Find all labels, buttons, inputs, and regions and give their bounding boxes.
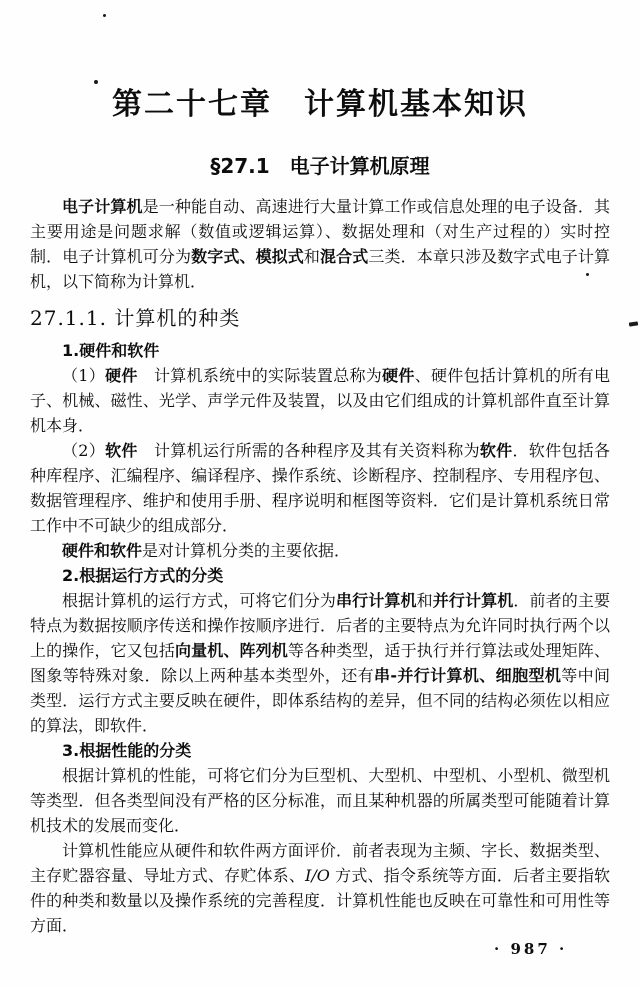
text-run: 2.根据运行方式的分类	[62, 566, 224, 585]
text-run: 混合式	[320, 247, 369, 266]
scan-speck	[103, 14, 106, 17]
numbered-subheading	[30, 738, 610, 763]
text-run: 计算机系统中的实际装置总称为	[137, 366, 383, 385]
scan-speck	[94, 80, 98, 84]
section-title: §27.1 电子计算机原理	[210, 154, 430, 178]
text-run: 软件	[479, 441, 513, 460]
text-run: 电子计算机	[62, 197, 143, 216]
text-run: 三类．本章只涉及数字式电子计算机，以下简称为计算机．	[30, 247, 610, 291]
text-run: 27.1.1. 计算机的种类	[30, 306, 241, 330]
text-run: 串行计算机	[336, 591, 417, 610]
text-run: ．软件包括各种库程序、汇编程序、编译程序、操作系统、诊断程序、控制程序、专用程序包、数据管理程序、维护和使用手册、程序说明和框图等资料．它们是计算机系统日常工作中不可缺少的组成部分．	[30, 441, 610, 535]
text-run: 等各种类型，适于执行并行算法或处理矩阵、图象等特殊对象．除以上两种基本类型外，还有	[30, 641, 610, 685]
body-paragraph	[30, 838, 610, 938]
page-number: · 987 ·	[494, 940, 568, 958]
numbered-subheading	[30, 563, 610, 588]
text-run: 数字式、模拟式	[191, 247, 304, 266]
text-run: 硬件	[105, 366, 138, 385]
subsection-heading	[30, 303, 610, 333]
text-run: 方式、指令系统等方面．后者主要指软件的种类和数量以及操作系统的完善程度．计算机性能也反映在可靠性和可用性等方面．	[30, 866, 610, 935]
text-run: 软件	[105, 441, 138, 460]
text-run: 1.硬件和软件	[62, 341, 160, 360]
text-run: 是一种能自动、高速进行大量计算工作或信息处理的电子设备．其主要用途是问题求解（数值或逻辑运算）、数据处理和（对生产过程的）实时控制．电子计算机可分为	[30, 197, 610, 266]
text-run: 计算机性能应从硬件和软件两方面评价．前者表现为主频、字长、数据类型、主存贮器容量、导址方式、存贮体系、	[30, 841, 610, 885]
text-run: I/O	[305, 866, 330, 885]
text-run: 、硬件包括计算机的所有电子、机械、磁性、光学、声学元件及装置，以及由它们组成的计算机部件直至计算机本身．	[30, 366, 610, 435]
text-run: （2）	[62, 441, 106, 460]
body-paragraph	[30, 588, 610, 738]
text-run: （1）	[62, 366, 106, 385]
text-run: 向量机、阵列机	[175, 641, 288, 660]
text-run: 和	[416, 591, 433, 610]
body-paragraph	[30, 194, 610, 294]
text-run: 硬件和软件	[62, 541, 143, 560]
text-run: 并行计算机	[432, 591, 514, 610]
scan-speck	[586, 273, 589, 276]
body-paragraph	[30, 763, 610, 838]
text-run: 和	[303, 247, 321, 266]
text-run: 根据计算机的性能，可将它们分为巨型机、大型机、中型机、小型机、微型机等类型．但各类型间没有严格的区分标准，而且某种机器的所属类型可能随着计算机技术的发展而变化．	[30, 766, 610, 835]
body-paragraph	[30, 538, 610, 563]
chapter-title: 第二十七章 计算机基本知识	[112, 87, 528, 122]
text-run: 串-并行计算机、细胞型机	[374, 666, 562, 685]
body-paragraph	[30, 363, 610, 438]
scan-speck	[629, 321, 638, 326]
text-run: 硬件	[382, 366, 415, 385]
text-run: 根据计算机的运行方式，可将它们分为	[62, 591, 337, 610]
text-run: ．前者的主要特点为数据按顺序传送和操作按顺序进行．后者的主要特点为允许同时执行两个以上的操作，它又包括	[30, 591, 610, 660]
text-run: 3.根据性能的分类	[62, 741, 192, 760]
text-run: 是对计算机分类的主要依据．	[142, 541, 351, 560]
document-body	[30, 194, 610, 938]
body-paragraph	[30, 438, 610, 538]
text-run: 计算机运行所需的各种程序及其有关资料称为	[137, 441, 480, 460]
text-run: 等中间类型．运行方式主要反映在硬件，即体系结构的差异，但不同的结构必须佐以相应的算法，即软件．	[30, 666, 610, 735]
numbered-subheading	[30, 338, 610, 363]
